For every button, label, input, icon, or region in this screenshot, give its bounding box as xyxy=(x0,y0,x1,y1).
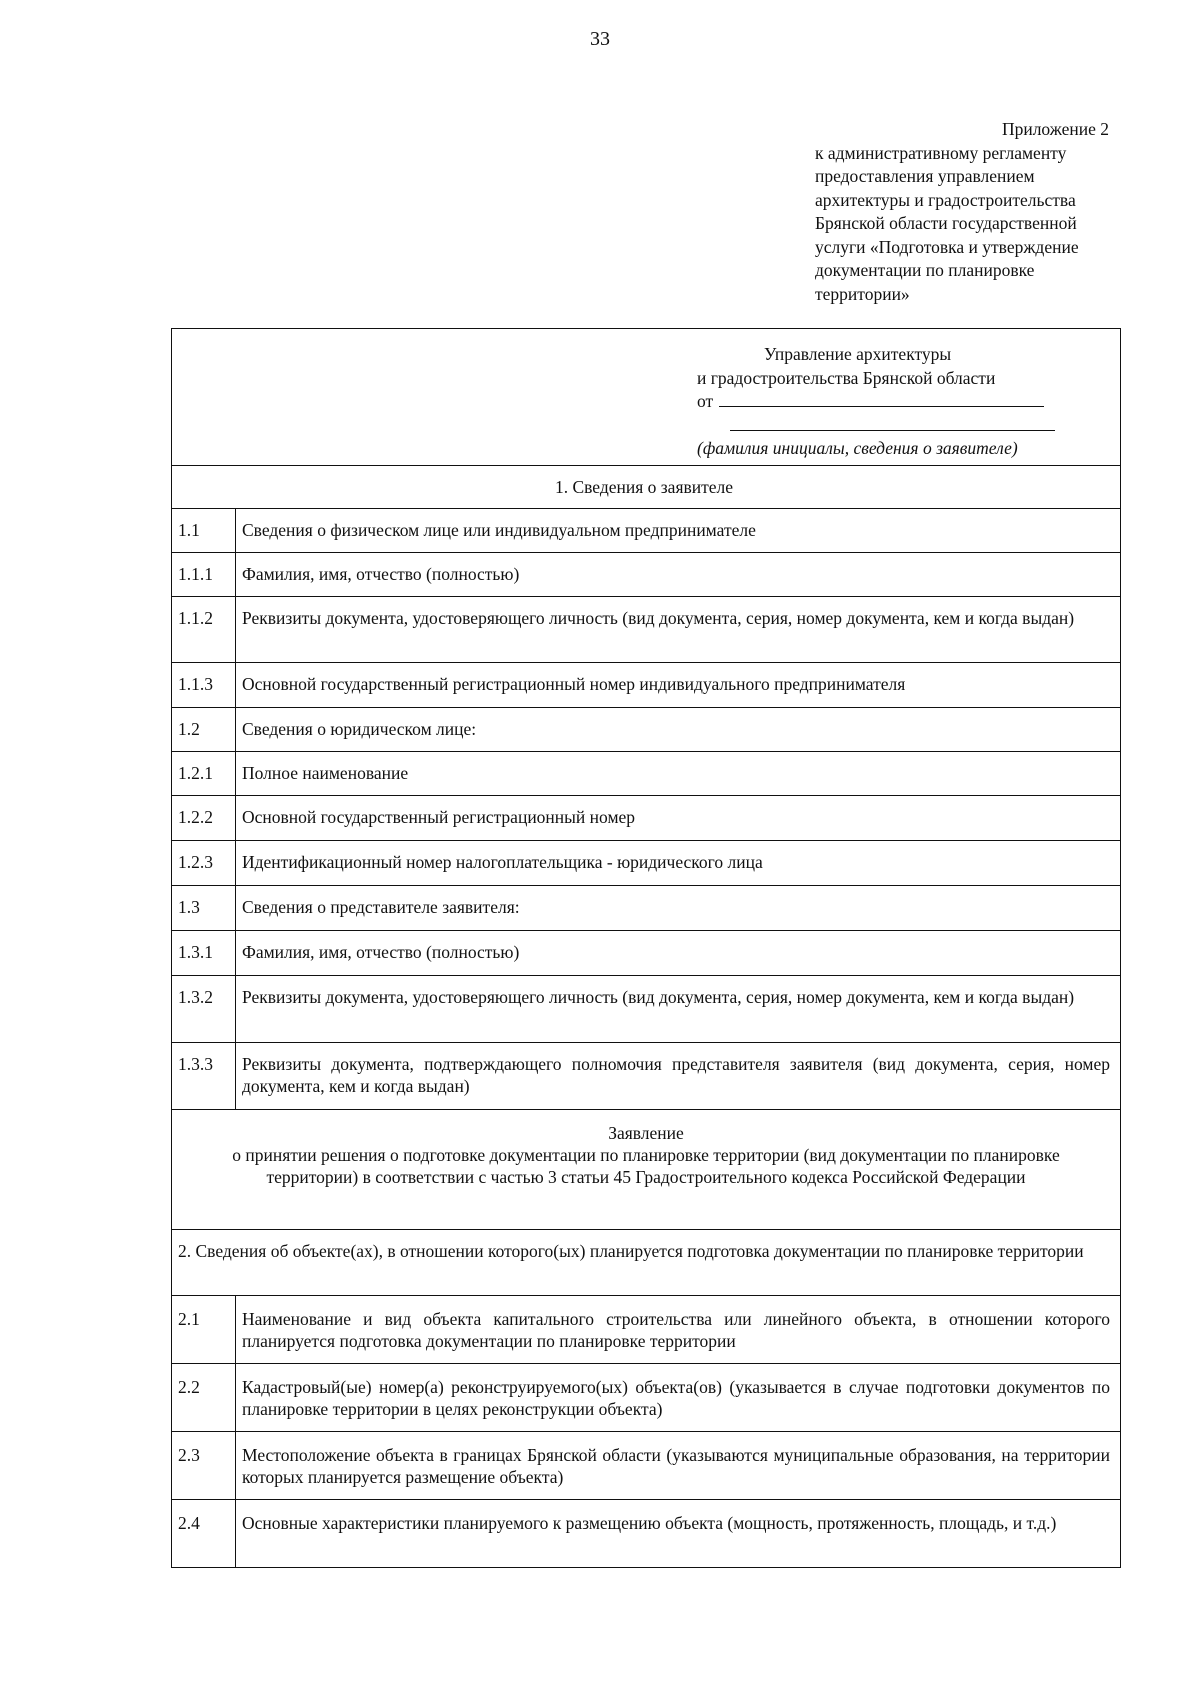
from-label: от xyxy=(697,391,714,411)
row-number: 1.1 xyxy=(172,509,236,553)
row-number: 1.2.3 xyxy=(172,841,236,886)
table-row xyxy=(172,1043,1121,1110)
appendix-line: к административному регламенту xyxy=(815,142,1067,163)
appendix-line: Брянской области государственной xyxy=(815,213,1077,233)
statement-title: Заявление xyxy=(608,1123,684,1143)
row-number: 2.1 xyxy=(172,1296,236,1364)
table-row xyxy=(172,708,1121,752)
appendix-line: архитектуры и градостроительства xyxy=(815,189,1076,210)
table-row xyxy=(172,886,1121,931)
row-text: Фамилия, имя, отчество (полностью) xyxy=(236,553,1121,597)
row-number: 1.2 xyxy=(172,708,236,752)
table-row xyxy=(172,841,1121,886)
row-number: 1.1.3 xyxy=(172,663,236,708)
addressee-caption: (фамилия инициалы, сведения о заявителе) xyxy=(697,437,1018,458)
table-row xyxy=(172,509,1121,553)
table-row xyxy=(172,752,1121,796)
row-text: Наименование и вид объекта капитального строительства или линейного объекта, в отношении которого планируется подготовка документации по планировке территории xyxy=(236,1296,1121,1364)
row-number: 1.2.1 xyxy=(172,752,236,796)
row-text: Основные характеристики планируемого к размещению объекта (мощность, протяженность, площадь, и т.д.) xyxy=(236,1500,1121,1568)
table-row xyxy=(172,976,1121,1043)
statement-body: о принятии решения о подготовке документации по планировке территории (вид документации по планировке территории) в соответствии с частью 3 статьи 45 Градостроительного кодекса Российской Федерации xyxy=(232,1145,1060,1187)
row-number: 1.3.2 xyxy=(172,976,236,1043)
page-number: 33 xyxy=(590,28,610,50)
appendix-line: предоставления управлением xyxy=(815,166,1035,186)
row-text: Полное наименование xyxy=(236,752,1121,796)
row-text: Реквизиты документа, удостоверяющего личность (вид документа, серия, номер документа, кем и когда выдан) xyxy=(236,597,1121,663)
row-number: 2.3 xyxy=(172,1432,236,1500)
appendix-line: территории» xyxy=(815,283,910,304)
applicant-details-blank[interactable] xyxy=(730,430,1055,431)
table-row xyxy=(172,1364,1121,1432)
row-number: 2.2 xyxy=(172,1364,236,1432)
row-text: Сведения о представителе заявителя: xyxy=(236,886,1121,931)
table-row xyxy=(172,931,1121,976)
application-form-table xyxy=(171,328,1121,1568)
row-text: Сведения о физическом лице или индивидуальном предпринимателе xyxy=(236,509,1121,553)
table-row xyxy=(172,1432,1121,1500)
row-number: 1.3.3 xyxy=(172,1043,236,1110)
row-number: 1.1.1 xyxy=(172,553,236,597)
row-number: 2.4 xyxy=(172,1500,236,1568)
row-text: Основной государственный регистрационный номер xyxy=(236,796,1121,841)
appendix-note xyxy=(815,118,1115,306)
table-row xyxy=(172,597,1121,663)
addressee-line-2: и градостроительства Брянской области xyxy=(697,367,996,388)
section-1-title: 1. Сведения о заявителе xyxy=(172,466,1121,509)
row-number: 1.3 xyxy=(172,886,236,931)
table-row xyxy=(172,1296,1121,1364)
row-number: 1.1.2 xyxy=(172,597,236,663)
addressee-block xyxy=(697,343,1117,460)
row-text: Реквизиты документа, подтверждающего полномочия представителя заявителя (вид документа, серия, номер документа, кем и когда выдан) xyxy=(236,1043,1121,1110)
row-text: Идентификационный номер налогоплательщика - юридического лица xyxy=(236,841,1121,886)
row-number: 1.3.1 xyxy=(172,931,236,976)
row-text: Кадастровый(ые) номер(а) реконструируемого(ых) объекта(ов) (указывается в случае подготовки документов по планировке территории в целях реконструкции объекта) xyxy=(236,1364,1121,1432)
appendix-line: услуги «Подготовка и утверждение xyxy=(815,236,1079,257)
row-text: Основной государственный регистрационный номер индивидуального предпринимателя xyxy=(236,663,1121,708)
table-row xyxy=(172,663,1121,708)
appendix-line: Приложение 2 xyxy=(1001,119,1109,139)
addressee-cell xyxy=(172,329,1121,466)
row-text: Сведения о юридическом лице: xyxy=(236,708,1121,752)
appendix-line: документации по планировке xyxy=(815,260,1035,280)
applicant-name-blank[interactable] xyxy=(719,406,1044,407)
section-2-title: 2. Сведения об объекте(ах), в отношении которого(ых) планируется подготовка документации по планировке территории xyxy=(172,1230,1121,1296)
row-text: Фамилия, имя, отчество (полностью) xyxy=(236,931,1121,976)
table-row xyxy=(172,553,1121,597)
addressee-line-1: Управление архитектуры xyxy=(764,344,952,364)
table-row xyxy=(172,1500,1121,1568)
row-number: 1.2.2 xyxy=(172,796,236,841)
row-text: Местоположение объекта в границах Брянской области (указываются муниципальные образования, на территории которых планируется размещение объекта) xyxy=(236,1432,1121,1500)
table-row xyxy=(172,796,1121,841)
row-text: Реквизиты документа, удостоверяющего личность (вид документа, серия, номер документа, кем и когда выдан) xyxy=(236,976,1121,1043)
statement-cell xyxy=(172,1110,1121,1230)
